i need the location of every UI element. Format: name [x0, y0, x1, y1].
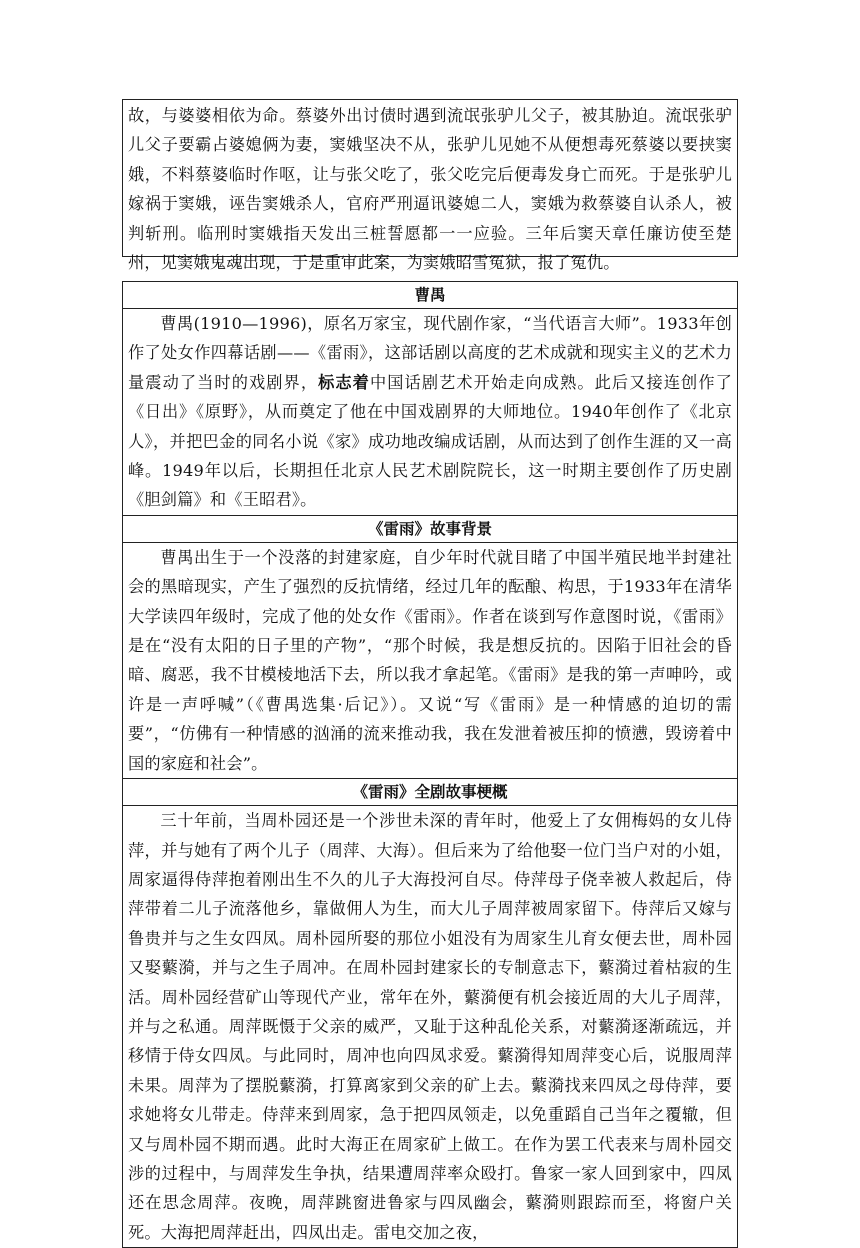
author-text-part2: 中国话剧艺术开始走向成熟。此后又接连创作了《日出》《原野》，从而奠定了他在中国戏剧界的大师地位。1940年创作了《北京人》，并把巴金的同名小说《家》成功地改编成话剧，从而达到了创作生涯的又一高峰。1949年以后，长期担任北京人民艺术剧院院长，这一时期主要创作了历史剧《胆剑篇》和《王昭君》。	[128, 372, 732, 510]
info-table	[122, 281, 738, 1248]
synopsis-section	[123, 778, 737, 1247]
background-heading: 《雷雨》故事背景	[123, 516, 737, 543]
background-section	[123, 515, 737, 778]
synopsis-heading: 《雷雨》全剧故事梗概	[123, 779, 737, 806]
top-text-box	[122, 99, 738, 273]
author-text-part1: 曹禺(1910—1996)，原名万家宝，现代剧作家，“当代语言大师”。1933年创作了处女作四幕话剧——《雷雨》，这部话剧以高度的艺术成就和现实主义的艺术力量震动了当时的戏剧界，	[128, 314, 732, 392]
author-paragraph	[123, 309, 737, 515]
author-bold-text: 标志着	[318, 372, 370, 392]
synopsis-paragraph: 三十年前，当周朴园还是一个涉世未深的青年时，他爱上了女佣梅妈的女儿侍萍，并与她有了两个儿子（周萍、大海）。但后来为了给他娶一位门当户对的小姐，周家逼得侍萍抱着刚出生不久的儿子大海投河自尽。侍萍母子侥幸被人救起后，侍萍带着二儿子流落他乡，靠做佣人为生，而大儿子周萍被周家留下。侍萍后又嫁与鲁贵并与之生女四凤。周朴园所娶的那位小姐没有为周家生儿育女便去世，周朴园又娶蘩漪，并与之生子周冲。在周朴园封建家长的专制意志下，蘩漪过着枯寂的生活。周朴园经营矿山等现代产业，常年在外，蘩漪便有机会接近周的大儿子周萍，并与之私通。周萍既慑于父亲的威严，又耻于这种乱伦关系，对蘩漪逐渐疏远，并移情于侍女四凤。与此同时，周冲也向四凤求爱。蘩漪得知周萍变心后，说服周萍未果。周萍为了摆脱蘩漪，打算离家到父亲的矿上去。蘩漪找来四凤之母侍萍，要求她将女儿带走。侍萍来到周家，急于把四凤领走，以免重蹈自己当年之覆辙，但又与周朴园不期而遇。此时大海正在周家矿上做工。在作为罢工代表来与周朴园交涉的过程中，与周萍发生争执，结果遭周萍率众殴打。鲁家一家人回到家中，四凤还在思念周萍。夜晚，周萍跳窗进鲁家与四凤幽会，蘩漪则跟踪而至，将窗户关死。大海把周萍赶出，四凤出走。雷电交加之夜，	[128, 811, 732, 1242]
author-heading: 曹禺	[123, 282, 737, 309]
top-paragraph: 故，与婆婆相依为命。蔡婆外出讨债时遇到流氓张驴儿父子，被其胁迫。流氓张驴儿父子要霸占婆媳俩为妻，窦娥坚决不从，张驴儿见她不从便想毒死蔡婆以要挟窦娥，不料蔡婆临时作呕，让与张父吃了，张父吃完后便毒发身亡而死。于是张驴儿嫁祸于窦娥，诬告窦娥杀人，官府严刑逼讯婆媳二人，窦娥为救蔡婆自认杀人，被判斩刑。临刑时窦娥指天发出三桩誓愿都一一应验。三年后窦天章任廉访使至楚州，见窦娥鬼魂出现，于是重审此案，为窦娥昭雪冤狱，报了冤仇。	[128, 106, 732, 273]
background-paragraph: 曹禺出生于一个没落的封建家庭，自少年时代就目睹了中国半殖民地半封建社会的黑暗现实，产生了强烈的反抗情绪，经过几年的酝酿、构思，于1933年在清华大学读四年级时，完成了他的处女作《雷雨》。作者在谈到写作意图时说，《雷雨》是在“没有太阳的日子里的产物”，“那个时候，我是想反抗的。因陷于旧社会的昏暗、腐恶，我不甘模棱地活下去，所以我才拿起笔。《雷雨》是我的第一声呻吟，或许是一声呼喊”（《曹禺选集·后记》）。又说“写《雷雨》是一种情感的迫切的需要”，“仿佛有一种情感的汹涌的流来推动我，我在发泄着被压抑的愤懑，毁谤着中国的家庭和社会”。	[128, 547, 732, 773]
author-section	[123, 282, 737, 515]
